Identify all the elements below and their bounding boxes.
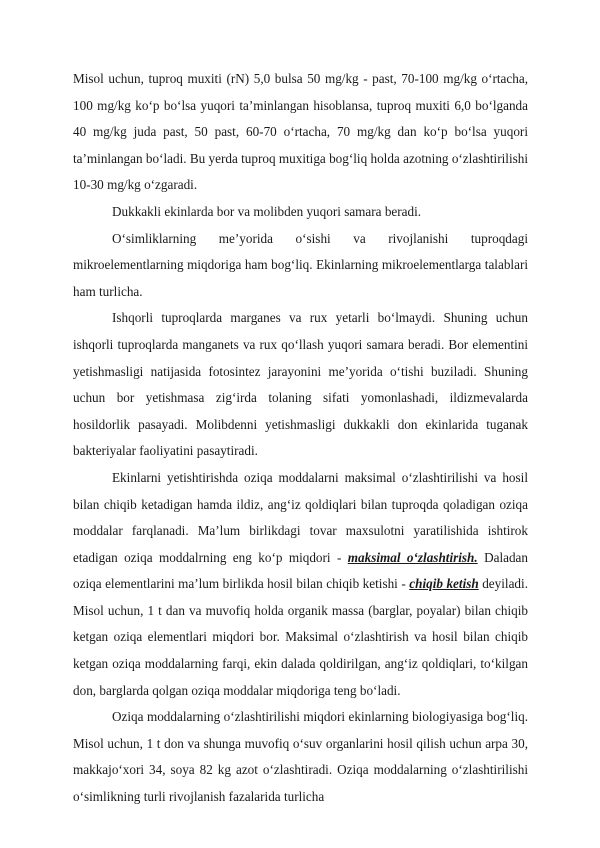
paragraph-tuproq-muxiti: Misol uchun, tuproq muxiti (rN) 5,0 bulsa 50 mg/kg - past, 70-100 mg/kg oʻrtacha, 100 mg/kg koʻp boʻlsa yuqori taʼminlangan hisoblansa, tuproq muxiti 6,0 boʻlganda 40 mg/kg juda past, 50 past, 60-70 oʻrtacha, 70 mg/kg dan koʻp boʻlsa yuqori taʼminlangan boʻladi. Bu yerda tuproq muxitiga bogʻliq holda azotning oʻzlashtirilishi 10-30 mg/kg oʻzgaradi.: [73, 71, 528, 193]
paragraph-text: Daladan oziqa elementlarini maʼlum birlikda hosil bilan chiqib ketishi -: [73, 549, 529, 592]
term-maksimal-ozlashtirish: maksimal oʻzlashtirish.: [347, 549, 478, 565]
term-chiqib-ketish: chiqib ketish: [409, 576, 479, 592]
paragraph-text: deyiladi. Misol uchun, 1 t dan va muvofiq holda organik massa (barglar, poyalar) bilan chiqib ketgan oziqa elementlari miqdori bor. Maksimal oʻzlashtirish va hosil bilan chiqib ketgan oziqa moddalarning farqi, ekin dalada qoldirilgan, angʻiz qoldiqlari, toʻkilgan don, barglarda qolgan oziqa moddalar miqdoriga teng boʻladi.: [73, 576, 528, 698]
paragraph-ishqorli-tuproqlar: Ishqorli tuproqlarda marganes va rux yetarli boʻlmaydi. Shuning uchun ishqorli tuproqlarda manganets va rux qoʻllash yuqori samara beradi. Bor elementini yetishmasligi natijasida fotosintez jarayonini meʼyorida oʻtishi buziladi. Shuning uchun bor yetishmasa zigʻirda tolaning sifati yomonlashadi, ildizmevalarda hosildorlik pasayadi. Molibdenni yetishmasligi dukkakli don ekinlarida tuganak bakteriyalar faoliyatini pasaytiradi.: [73, 310, 528, 459]
paragraph-text: Ekinlarni yetishtirishda oziqa moddalarni maksimal oʻzlashtirilishi va hosil bilan chiqib ketadigan hamda ildiz, angʻiz qoldiqlari bilan tuproqda qoladigan oziqa moddalar farqlanadi. Maʼlum birlikdagi tovar maxsulotni yaratilishida ishtirok etadigan oziqa moddalrning eng koʻp miqdori -: [73, 469, 528, 565]
paragraph-dukkakli: Dukkakli ekinlarda bor va molibden yuqori samara beradi.: [112, 203, 422, 219]
paragraph-mikroelementlar: Oʻsimliklarning meʼyorida oʻsishi va rivojlanishi tuproqdagi mikroelementlarning miqdoriga ham bogʻliq. Ekinlarning mikroelementlarga talablari ham turlicha.: [73, 230, 528, 299]
body-text: [73, 66, 528, 811]
paragraph-maksimal-ozlashtirish: [73, 465, 528, 704]
paragraph-biologiya: Oziqa moddalarning oʻzlashtirilishi miqdori ekinlarning biologiyasiga bogʻliq. Misol uchun, 1 t don va shunga muvofiq oʻsuv organlarini hosil qilish uchun arpa 30, makkajoʻxori 34, soya 82 kg azot oʻzlashtiradi. Oziqa moddalarning oʻzlashtirilishi oʻsimlikning turli rivojlanish fazalarida turlicha: [73, 709, 528, 805]
